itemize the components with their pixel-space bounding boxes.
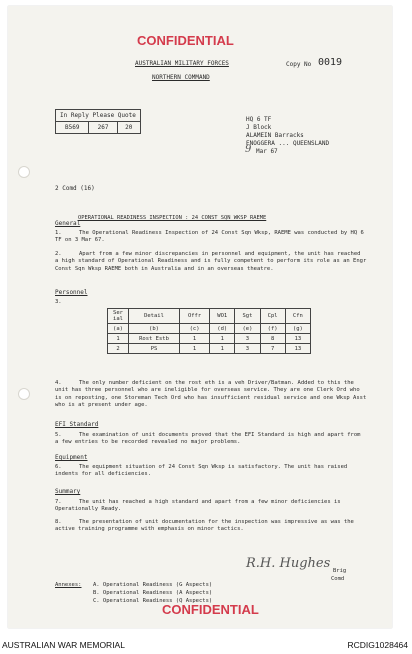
address-line: HQ 6 TF <box>246 116 272 123</box>
quote-ref: 267 <box>89 122 117 134</box>
annexes-label: Annexes: <box>55 582 82 588</box>
paragraph-text: The presentation of unit documentation for the inspection was impressive as was the active training programme with emphasis on minor tactics. <box>55 519 354 533</box>
signatory-rank: Brig <box>333 568 347 574</box>
paragraph-7 <box>55 499 367 514</box>
paragraph-text: The equipment situation of 24 Const Sqn Wksp is satisfactory. The unit has raised indents for all deficiencies. <box>55 464 348 478</box>
paragraph-text: Apart from a few minor discrepancies in personnel and equipment, the unit has reached a high standard of Operational Readiness and is fully competent to perform its role as an Engr Const Sqn Wksp RAEME both in Australia and in an overseas theatre. <box>55 251 367 272</box>
paragraph-6 <box>55 464 367 479</box>
signature: R.H. Hughes <box>246 556 331 571</box>
archive-credit: AUSTRALIAN WAR MEMORIAL <box>2 640 125 650</box>
annex-item: A. Operational Readiness (G Aspects) <box>93 582 213 588</box>
table-header: Ser ial <box>108 309 129 324</box>
table-cell: 8 <box>260 334 285 344</box>
table-cell: 1 <box>180 334 210 344</box>
archive-id: RCDIG1028464 <box>347 640 408 650</box>
letter-date: Mar 67 <box>256 148 278 155</box>
table-cell: 7 <box>260 344 285 354</box>
table-cell: (e) <box>235 324 260 334</box>
table-cell: (g) <box>285 324 310 334</box>
table-cell: (d) <box>210 324 235 334</box>
table-cell: 3 <box>235 334 260 344</box>
section-heading-efi: EFI Standard <box>55 421 99 428</box>
punch-hole <box>18 388 30 400</box>
table-cell: 13 <box>285 334 310 344</box>
quote-box <box>55 109 141 134</box>
signatory-appointment: Comd <box>331 576 345 582</box>
paragraph-text: The unit has reached a high standard and apart from a few minor deficiencies is Operationally Ready. <box>55 499 341 513</box>
table-cell: 1 <box>180 344 210 354</box>
section-heading-summary: Summary <box>55 488 81 495</box>
paragraph-4 <box>55 380 367 410</box>
table-header: WO1 <box>210 309 235 324</box>
paragraph-number: 5. <box>55 432 62 438</box>
quote-ref: 20 <box>117 122 140 134</box>
paragraph-number: 7. <box>55 499 62 505</box>
table-cell: 1 <box>210 334 235 344</box>
table-cell: PS <box>129 344 180 354</box>
section-heading-equipment: Equipment <box>55 454 88 461</box>
addressee: 2 Comd (16) <box>55 185 95 192</box>
table-header: Sgt <box>235 309 260 324</box>
table-row <box>108 344 311 354</box>
paragraph-1 <box>55 230 367 245</box>
table-cell: (a) <box>108 324 129 334</box>
classification-top: CONFIDENTIAL <box>137 33 234 48</box>
paragraph-text: The Operational Readiness Inspection of 24 Const Sqn Wksp, RAEME was conducted by HQ 6 TF on 3 Mar 67. <box>55 230 364 244</box>
address-line: J Block <box>246 124 272 131</box>
command-heading: NORTHERN COMMAND <box>152 74 210 81</box>
table-cell: 1 <box>108 334 129 344</box>
table-cell: 2 <box>108 344 129 354</box>
paragraph-number: 1. <box>55 230 62 236</box>
table-header: Cfn <box>285 309 310 324</box>
copy-number: 0019 <box>318 57 343 68</box>
handwritten-date: 9 <box>245 144 252 155</box>
quote-title: In Reply Please Quote <box>56 110 141 122</box>
address-line: ALAMEIN Barracks <box>246 132 304 139</box>
table-cell: (b) <box>129 324 180 334</box>
annex-item: B. Operational Readiness (A Aspects) <box>93 590 213 596</box>
table-header: Detail <box>129 309 180 324</box>
classification-bottom: CONFIDENTIAL <box>162 602 259 617</box>
paragraph-number: 6. <box>55 464 62 470</box>
table-cell: 3 <box>235 344 260 354</box>
paragraph-text: The examination of unit documents proved that the EFI Standard is high and apart from a few entries to be recorded revealed no major problems. <box>55 432 361 446</box>
table-cell: Rost Estb <box>129 334 180 344</box>
paragraph-8 <box>55 519 367 534</box>
table-index-row <box>108 324 311 334</box>
paragraph-number: 8. <box>55 519 62 525</box>
table-header: Offr <box>180 309 210 324</box>
address-line: ENOGGERA ... QUEENSLAND <box>246 140 330 147</box>
quote-ref: B569 <box>56 122 89 134</box>
annex-item: C. Operational Readiness (Q Aspects) <box>93 598 213 604</box>
paragraph-5 <box>55 432 367 447</box>
paragraph-number: 3. <box>55 299 62 305</box>
table-cell: (c) <box>180 324 210 334</box>
table-row <box>108 334 311 344</box>
punch-hole <box>18 166 30 178</box>
subject-line: OPERATIONAL READINESS INSPECTION : 24 CONST SQN WKSP RAEME <box>78 215 267 221</box>
section-heading-personnel: Personnel <box>55 289 88 296</box>
personnel-table <box>107 308 311 354</box>
table-cell: 13 <box>285 344 310 354</box>
force-heading: AUSTRALIAN MILITARY FORCES <box>135 60 229 67</box>
table-header-row <box>108 309 311 324</box>
paragraph-2 <box>55 251 367 273</box>
table-header: Cpl <box>260 309 285 324</box>
paragraph-text: The only number deficient on the rost eth is a veh Driver/Batman. Added to this the unit has three personnel who are ineligible for overseas service. They are one Clerk Ord who is on reposting, one Storeman Tech Ord who has insufficient residual service and one Wksp Asst who is at present under age. <box>55 380 367 409</box>
section-heading-general: General <box>55 220 81 227</box>
table-cell: 1 <box>210 344 235 354</box>
paragraph-number: 4. <box>55 380 62 386</box>
copy-label: Copy No <box>286 61 312 68</box>
table-cell: (f) <box>260 324 285 334</box>
paragraph-number: 2. <box>55 251 62 257</box>
